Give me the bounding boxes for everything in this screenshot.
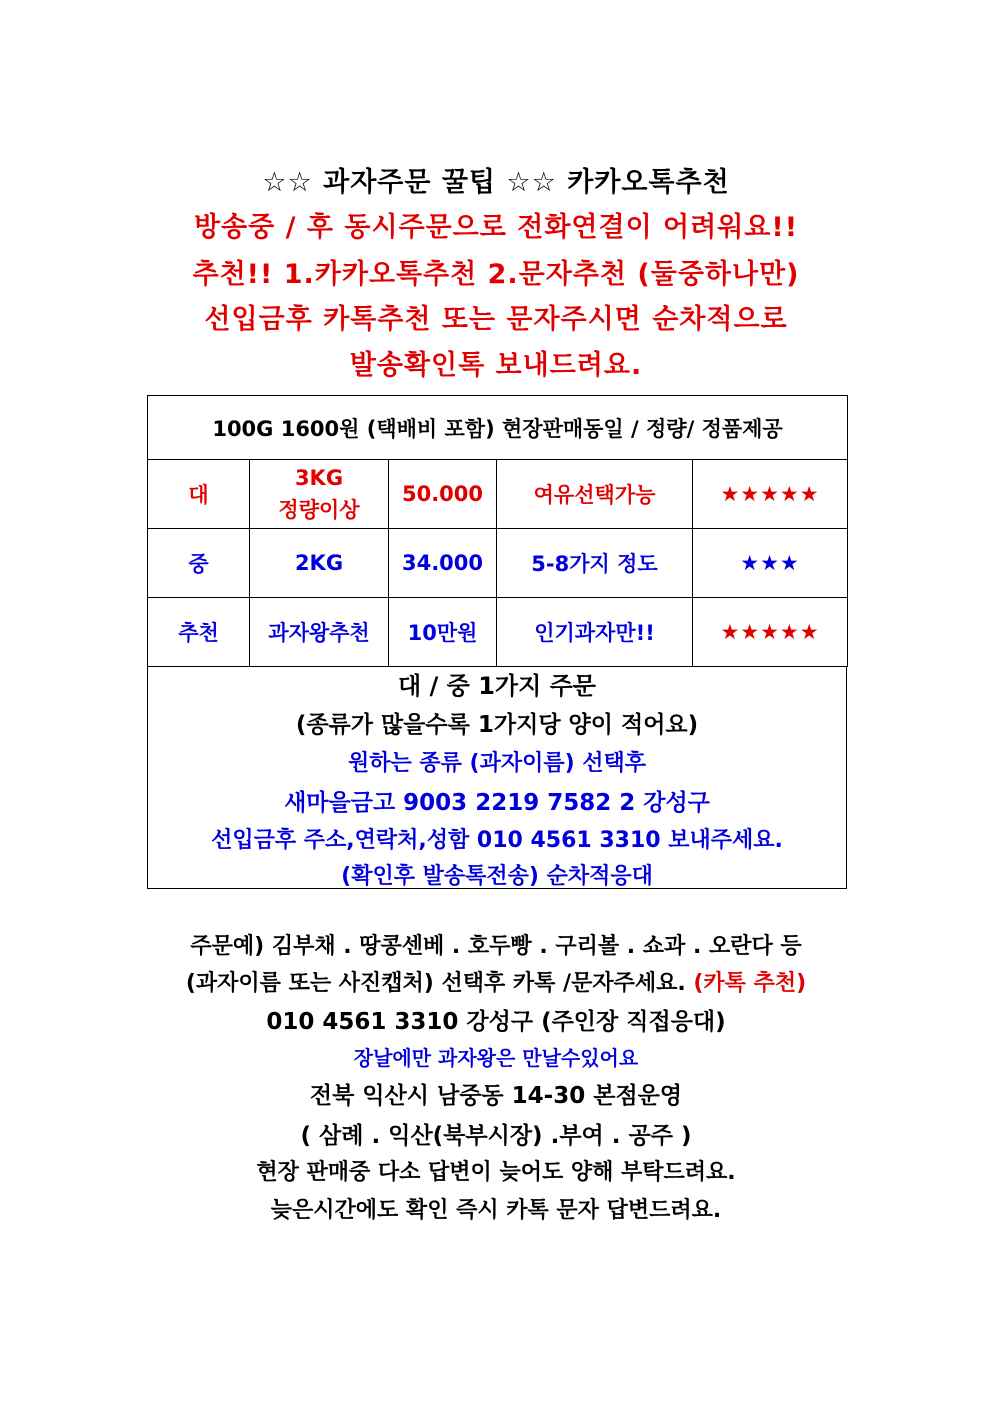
store-address-line: 전북 익산시 남중동 14-30 본점운영 (309, 1083, 683, 1109)
weight-note: 정량이상 (278, 498, 360, 522)
price-cell: 34.000 (389, 529, 497, 598)
price-cell: 10만원 (389, 598, 497, 667)
order-info-box (147, 666, 847, 889)
size-cell: 추천 (148, 598, 250, 667)
size-cell: 중 (148, 529, 250, 598)
order-method-line (0, 966, 992, 997)
price-table-header: 100G 1600원 (택배비 포함) 현장판매동일 / 정량/ 정품제공 (148, 396, 848, 460)
notice-line-busy: 방송중 / 후 동시주문으로 전화연결이 어려워요!! (193, 212, 799, 243)
page-title: ☆☆ 과자주문 꿀팁 ☆☆ 카카오톡추천 (262, 167, 730, 198)
note-cell: 여유선택가능 (497, 460, 693, 529)
order-option-line: 대 / 중 1가지 주문 (398, 672, 596, 700)
weight-cell: 2KG (250, 529, 389, 598)
rating-stars: ★★★★★ (693, 598, 848, 667)
notice-line-recommend: 추천!! 1.카카오톡추천 2.문자추천 (둘중하나만) (192, 259, 800, 290)
reply-delay-line: 현장 판매중 다소 답변이 늦어도 양해 부탁드려요. (256, 1160, 736, 1185)
prepay-contact-line: 선입금후 주소,연락처,성함 010 4561 3310 보내주세요. (211, 828, 783, 853)
order-example-line: 주문예) 김부채 . 땅콩센베 . 호두빵 . 구리볼 . 쇼과 . 오란다 등 (190, 934, 802, 959)
contact-phone-line: 010 4561 3310 강성구 (주인장 직접응대) (266, 1009, 726, 1035)
rating-stars: ★★★★★ (693, 460, 848, 529)
notice-line-confirm: 발송확인톡 보내드려요. (349, 350, 643, 381)
price-cell: 50.000 (389, 460, 497, 529)
table-row-medium (148, 529, 848, 598)
table-row-large (148, 460, 848, 529)
order-select-line: 원하는 종류 (과자이름) 선택후 (347, 751, 647, 776)
notice-line-prepay: 선입금후 카톡추천 또는 문자주시면 순차적으로 (204, 304, 788, 335)
weight-cell (250, 460, 389, 529)
market-day-line: 장날에만 과자왕은 만날수있어요 (353, 1046, 639, 1070)
branch-locations-line: ( 삼례 . 익산(북부시장) .부여 . 공주 ) (300, 1123, 692, 1149)
bank-account-line: 새마을금고 9003 2219 7582 2 강성구 (284, 790, 710, 816)
kakao-recommend-badge: (카톡 추천) (693, 971, 807, 996)
price-table-header-row (148, 396, 848, 460)
order-quantity-note: (종류가 많을수록 1가지당 양이 적어요) (295, 712, 699, 738)
late-reply-line: 늦은시간에도 확인 즉시 카톡 문자 답변드려요. (270, 1198, 722, 1223)
note-cell: 5-8가지 정도 (497, 529, 693, 598)
order-method-text: (과자이름 또는 사진캡처) 선택후 카톡 /문자주세요. (185, 971, 686, 996)
weight-value: 3KG (294, 466, 344, 490)
table-row-recommend (148, 598, 848, 667)
weight-cell: 과자왕추천 (250, 598, 389, 667)
price-table (147, 395, 848, 667)
size-cell: 대 (148, 460, 250, 529)
rating-stars: ★★★ (693, 529, 848, 598)
note-cell: 인기과자만!! (497, 598, 693, 667)
confirm-shipping-line: (확인후 발송톡전송) 순차적응대 (341, 864, 653, 889)
